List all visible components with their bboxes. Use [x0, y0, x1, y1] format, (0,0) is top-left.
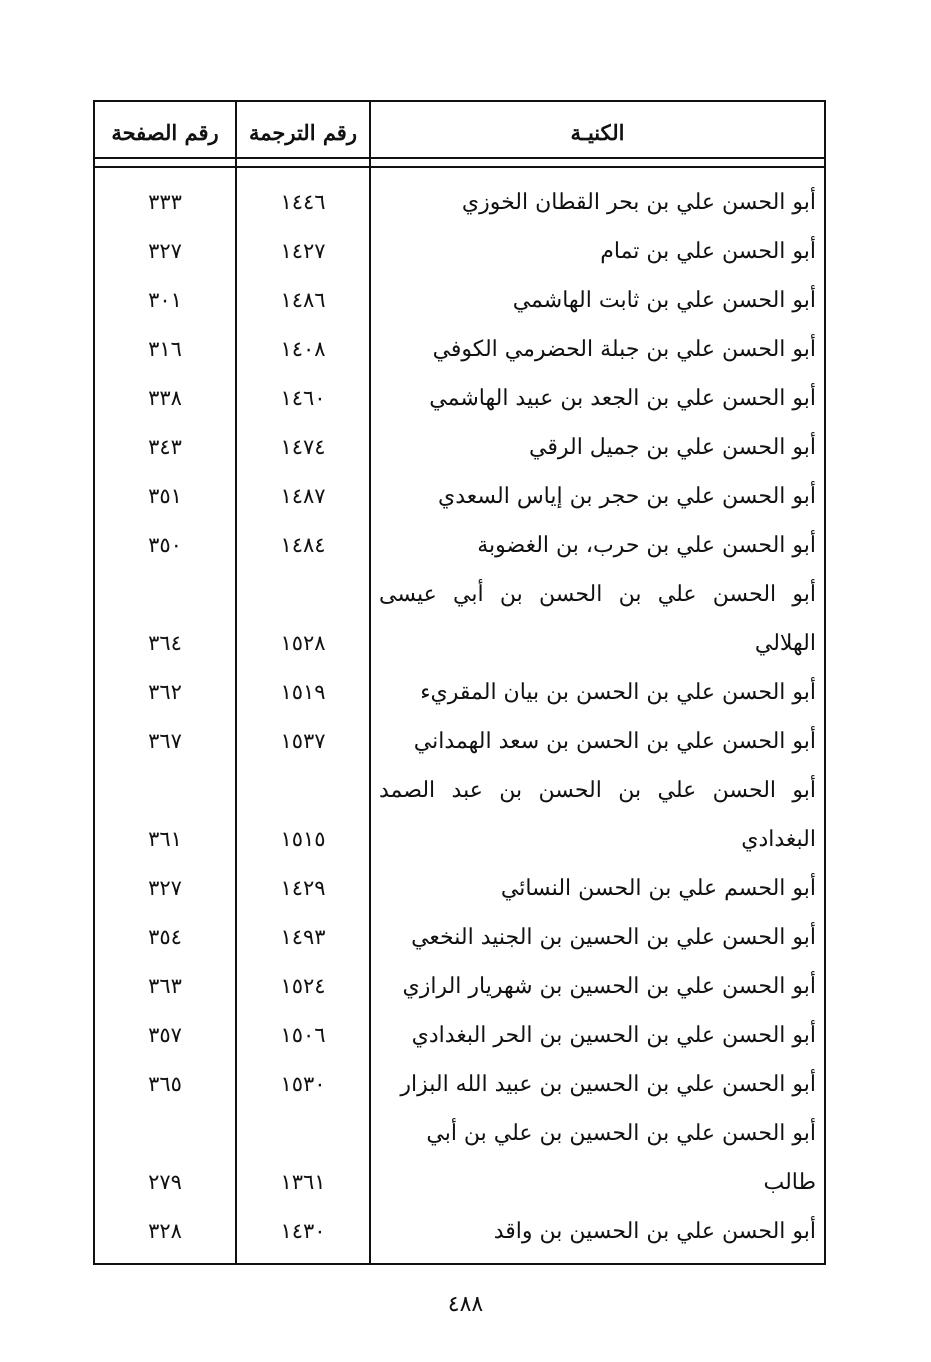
- header-tarjama: رقم الترجمة: [248, 120, 357, 145]
- kunya-cell: أبو الحسن علي بن ثابت الهاشمي: [512, 288, 816, 313]
- tarjama-number-cell: ١٤٢٩: [280, 876, 326, 900]
- tarjama-number-cell: ١٤٦٠: [280, 386, 326, 410]
- kunya-cell: أبو الحسن علي بن الحسين بن واقد: [493, 1219, 816, 1244]
- kunya-cell: أبو الحسن علي بن جميل الرقي: [529, 435, 816, 460]
- page-number-cell: ٣٢٧: [148, 876, 182, 900]
- header-rule: [95, 166, 824, 168]
- tarjama-number-cell: [237, 1109, 369, 1158]
- header-page: رقم الصفحة: [111, 120, 219, 145]
- tarjama-number-cell: ١٥٢٤: [280, 974, 326, 998]
- kunya-cell: البغدادي: [741, 827, 816, 852]
- kunya-cell: طالب: [763, 1170, 816, 1195]
- kunya-cell: أبو الحسن علي بن حرب، بن الغضوبة: [477, 533, 816, 558]
- page-number-cell: [95, 1109, 235, 1158]
- page-number-cell: ٣٦٥: [148, 1072, 182, 1096]
- tarjama-number-cell: ١٥٢٨: [280, 631, 326, 655]
- tarjama-number-cell: ١٥٣٧: [280, 729, 326, 753]
- kunya-cell: أبو الحسن علي بن الحسين بن الجنيد النخعي: [411, 925, 816, 950]
- tarjama-number-cell: ١٤٨٦: [280, 288, 326, 312]
- page-number-cell: ٣٦٣: [148, 974, 182, 998]
- table-row: [95, 472, 824, 521]
- kunya-cell: الهلالي: [754, 631, 816, 656]
- page-number-cell: ٣٥٧: [148, 1023, 182, 1047]
- table-row: [95, 1207, 824, 1256]
- tarjama-number-cell: ١٥١٩: [280, 680, 326, 704]
- tarjama-number-cell: ١٤٨٧: [280, 484, 326, 508]
- kunya-cell: أبو الحسن علي بن الحسن بن سعد الهمداني: [413, 729, 816, 754]
- page-number-cell: ٣٢٨: [148, 1219, 182, 1243]
- tarjama-number-cell: ١٤٤٦: [280, 190, 326, 214]
- table-row: [95, 766, 824, 815]
- page-number: ٤٨٨: [447, 1292, 484, 1317]
- table-row: [95, 325, 824, 374]
- page-number-cell: ٣٥١: [148, 484, 182, 508]
- table-row: [95, 1109, 824, 1158]
- tarjama-number-cell: ١٤٠٨: [280, 337, 326, 361]
- table-row: [95, 619, 824, 668]
- table-row: [95, 913, 824, 962]
- kunya-cell: أبو الحسم علي بن الحسن النسائي: [500, 876, 816, 901]
- page-number-cell: ٣٣٨: [148, 386, 182, 410]
- kunya-cell: أبو الحسن علي بن الحسين بن الحر البغدادي: [411, 1023, 816, 1048]
- kunya-cell: أبو الحسن علي بن الحسين بن علي بن أبي: [426, 1121, 816, 1146]
- table-row: [95, 815, 824, 864]
- table-row: [95, 962, 824, 1011]
- table-row: [95, 717, 824, 766]
- table-row: [95, 864, 824, 913]
- page-number-cell: ٣٣٣: [148, 190, 182, 214]
- page-number-cell: ٣٦٤: [148, 631, 182, 655]
- page-number-cell: [95, 766, 235, 815]
- header-name: الكنيـة: [570, 120, 625, 145]
- tarjama-number-cell: ١٤٢٧: [280, 239, 326, 263]
- table-row: [95, 1060, 824, 1109]
- table-row: [95, 276, 824, 325]
- table-row: [95, 521, 824, 570]
- kunya-cell: أبو الحسن علي بن جبلة الحضرمي الكوفي: [432, 337, 816, 362]
- index-table: [93, 100, 826, 1265]
- header-rule: [95, 157, 824, 159]
- tarjama-number-cell: ١٤٧٤: [280, 435, 326, 459]
- page-number-cell: ٣٠١: [148, 288, 182, 312]
- page-number-cell: ٣٤٣: [148, 435, 182, 459]
- page-number-cell: ٣٥٤: [148, 925, 182, 949]
- page-number-cell: ٣٢٧: [148, 239, 182, 263]
- kunya-cell: أبو الحسن علي بن حجر بن إياس السعدي: [438, 484, 816, 509]
- table-row: [95, 374, 824, 423]
- kunya-cell: أبو الحسن علي بن بحر القطان الخوزي: [461, 190, 816, 215]
- tarjama-number-cell: ١٤٩٣: [280, 925, 326, 949]
- tarjama-number-cell: ١٤٨٤: [280, 533, 326, 557]
- kunya-cell: أبو الحسن علي بن الحسين بن شهريار الرازي: [402, 974, 816, 999]
- table-row: [95, 178, 824, 227]
- table-row: [95, 570, 824, 619]
- page-number-cell: ٣٦١: [148, 827, 182, 851]
- table-row: [95, 1158, 824, 1207]
- page-number-cell: ٢٧٩: [148, 1170, 182, 1194]
- table-row: [95, 668, 824, 717]
- tarjama-number-cell: [237, 766, 369, 815]
- page-number-cell: [95, 570, 235, 619]
- page-number-cell: ٣١٦: [148, 337, 182, 361]
- kunya-cell: أبو الحسن علي بن الحسن بن عبد الصمد: [379, 778, 816, 803]
- tarjama-number-cell: [237, 570, 369, 619]
- tarjama-number-cell: ١٥٠٦: [280, 1023, 326, 1047]
- tarjama-number-cell: ١٥٣٠: [280, 1072, 326, 1096]
- tarjama-number-cell: ١٣٦١: [280, 1170, 326, 1194]
- table-row: [95, 227, 824, 276]
- tarjama-number-cell: ١٤٣٠: [280, 1219, 326, 1243]
- page-number-cell: ٣٦٢: [148, 680, 182, 704]
- table-row: [95, 423, 824, 472]
- kunya-cell: أبو الحسن علي بن الحسن بن بيان المقريء: [420, 680, 816, 705]
- tarjama-number-cell: ١٥١٥: [280, 827, 326, 851]
- kunya-cell: أبو الحسن علي بن الحسين بن عبيد الله البزار: [400, 1072, 816, 1097]
- kunya-cell: أبو الحسن علي بن الحسن بن أبي عيسى: [379, 582, 816, 607]
- kunya-cell: أبو الحسن علي بن الجعد بن عبيد الهاشمي: [429, 386, 816, 411]
- kunya-cell: أبو الحسن علي بن تمام: [600, 239, 816, 264]
- page-number-cell: ٣٥٠: [148, 533, 182, 557]
- page-number-cell: ٣٦٧: [148, 729, 182, 753]
- table-row: [95, 1011, 824, 1060]
